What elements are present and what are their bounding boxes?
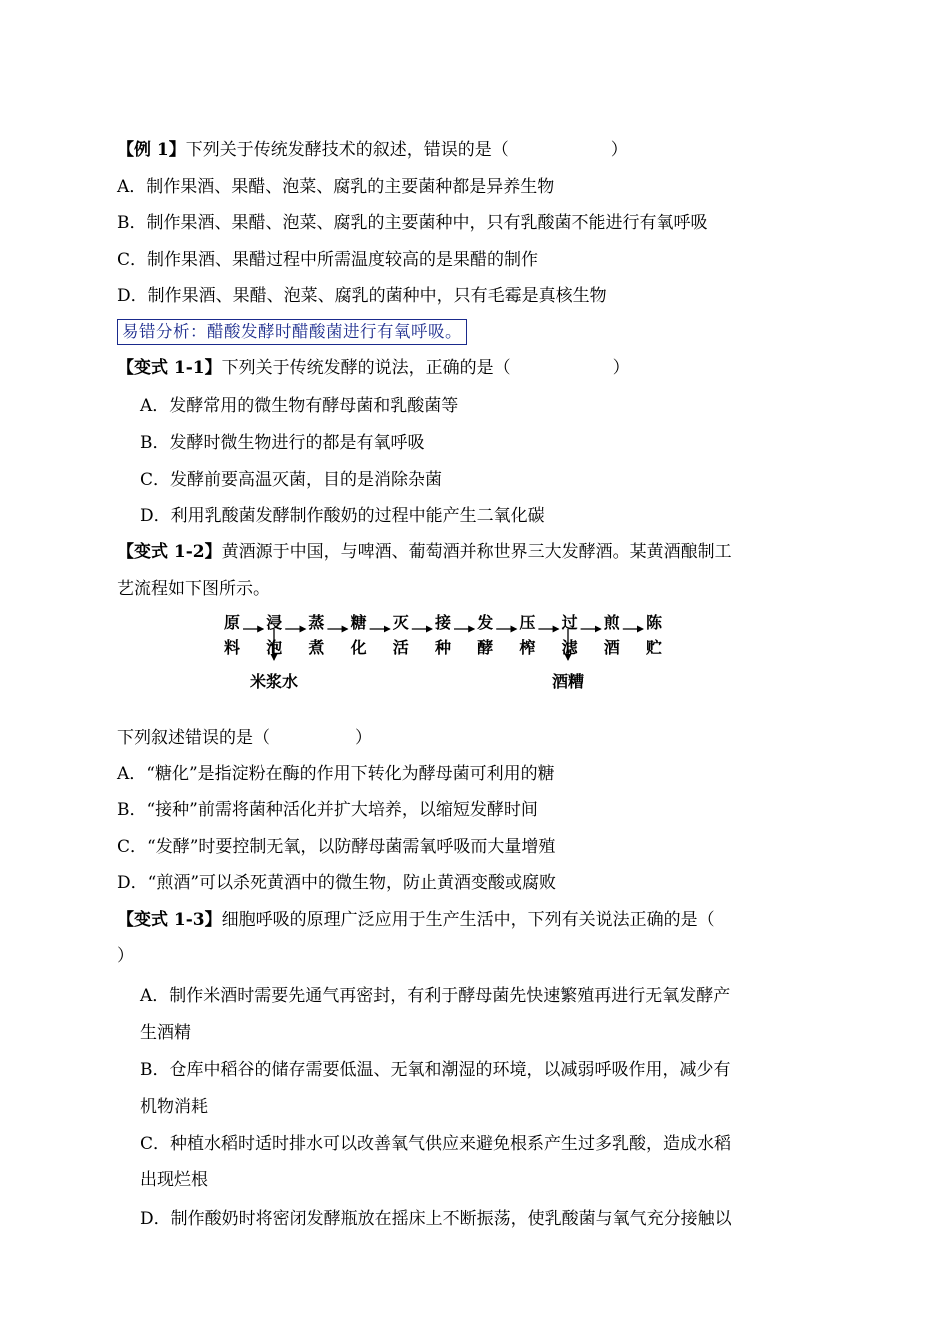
variant1-3-option-b-line1: B．仓库中稻谷的储存需要低温、无氧和潮湿的环境，以减弱呼吸作用，减少有 [140,1060,731,1080]
variant1-3-stem [117,908,715,932]
flow-step-2-char-1: 浸 [266,613,283,632]
example1-option-c: C．制作果酒、果醋过程中所需温度较高的是果醋的制作 [117,250,539,270]
flow-step-4-char-1: 糖 [350,613,367,632]
flow-step-10-char-2: 酒 [603,638,620,657]
flow-step-8-char-1: 压 [519,613,536,632]
flow-step-9-char-2: 滤 [561,638,578,657]
variant1-2-tag: 【变式 1-2】 [117,542,222,562]
variant1-3-option-a-line1: A．制作米酒时需要先通气再密封，有利于酵母菌先快速繁殖再进行无氧发酵产 [140,986,731,1006]
flow-step-10-char-1: 煎 [603,613,620,632]
byproduct-lees: 酒糟 [551,672,585,691]
variant1-2-stem [117,540,732,564]
flow-step-9-char-1: 过 [561,613,578,632]
variant1-3-option-c-line1: C．种植水稻时适时排水可以改善氧气供应来避免根系产生过多乳酸，造成水稻 [140,1134,732,1154]
variant1-1-option-d: D．利用乳酸菌发酵制作酸奶的过程中能产生二氧化碳 [140,506,545,526]
flow-step-1-char-1: 原 [223,613,241,632]
example1-option-a: A．制作果酒、果醋、泡菜、腐乳的主要菌种都是异养生物 [117,177,555,197]
flow-step-2-char-2: 泡 [266,638,283,657]
example1-stem [117,138,628,162]
variant1-2-stem-line1: 黄酒源于中国，与啤酒、葡萄酒并称世界三大发酵酒。某黄酒酿制工 [221,542,732,562]
flow-step-7-char-2: 酵 [477,638,494,657]
example1-tag: 【例 1】 [117,140,186,160]
example1-option-b: B．制作果酒、果醋、泡菜、腐乳的主要菌种中，只有乳酸菌不能进行有氧呼吸 [117,213,708,233]
variant1-3-stem-line1: 细胞呼吸的原理广泛应用于生产生活中，下列有关说法正确的是（ [221,910,715,930]
variant1-2-stem-line2: 艺流程如下图所示。 [117,579,270,599]
example1-stem-text: 下列关于传统发酵技术的叙述，错误的是（ ） [185,140,628,160]
example1-option-d: D．制作果酒、果醋、泡菜、腐乳的菌种中，只有毛霉是真核生物 [117,286,607,306]
variant1-3-tag: 【变式 1-3】 [117,910,222,930]
variant1-2-option-d: D．“煎酒”可以杀死黄酒中的微生物，防止黄酒变酸或腐败 [117,873,557,893]
variant1-3-option-c-line2: 出现烂根 [140,1170,208,1190]
flow-step-8-char-2: 榨 [519,638,536,657]
flow-step-11-char-1: 陈 [645,613,663,632]
flow-step-6-char-1: 接 [434,613,452,632]
flow-step-1-char-2: 料 [223,638,241,657]
variant1-1-option-a: A．发酵常用的微生物有酵母菌和乳酸菌等 [140,396,459,416]
variant1-2-question: 下列叙述错误的是（ ） [117,728,372,748]
variant1-3-option-d-line1: D．制作酸奶时将密闭发酵瓶放在摇床上不断振荡，使乳酸菌与氧气充分接触以 [140,1209,732,1229]
flow-step-3-char-1: 蒸 [308,613,325,632]
flow-step-3-char-2: 煮 [308,638,325,657]
error-analysis-box: 易错分析：醋酸发酵时醋酸菌进行有氧呼吸。 [117,319,467,345]
flow-step-4-char-2: 化 [350,638,367,657]
variant1-1-option-b: B．发酵时微生物进行的都是有氧呼吸 [140,433,425,453]
variant1-2-option-c: C．“发酵”时要控制无氧，以防酵母菌需氧呼吸而大量增殖 [117,837,556,857]
variant1-1-option-c: C．发酵前要高温灭菌，目的是消除杂菌 [140,470,443,490]
flow-step-7-char-1: 发 [477,613,494,632]
variant1-1-stem [117,356,630,380]
variant1-3-stem-line2: ） [117,946,134,966]
variant1-1-tag: 【变式 1-1】 [117,358,222,378]
variant1-2-option-a: A．“糖化”是指淀粉在酶的作用下转化为酵母菌可利用的糖 [117,764,555,784]
byproduct-rice-water: 米浆水 [249,672,299,691]
flow-step-6-char-2: 种 [434,638,452,657]
variant1-2-option-b: B．“接种”前需将菌种活化并扩大培养，以缩短发酵时间 [117,800,538,820]
flow-step-5-char-1: 灭 [392,613,409,632]
variant1-3-option-a-line2: 生酒精 [140,1023,191,1043]
variant1-3-option-b-line2: 机物消耗 [140,1097,208,1117]
flow-step-5-char-2: 活 [392,638,409,657]
brewing-flow-diagram [218,608,698,698]
variant1-1-stem-text: 下列关于传统发酵的说法，正确的是（ ） [221,358,630,378]
flow-step-11-char-2: 贮 [645,638,663,657]
